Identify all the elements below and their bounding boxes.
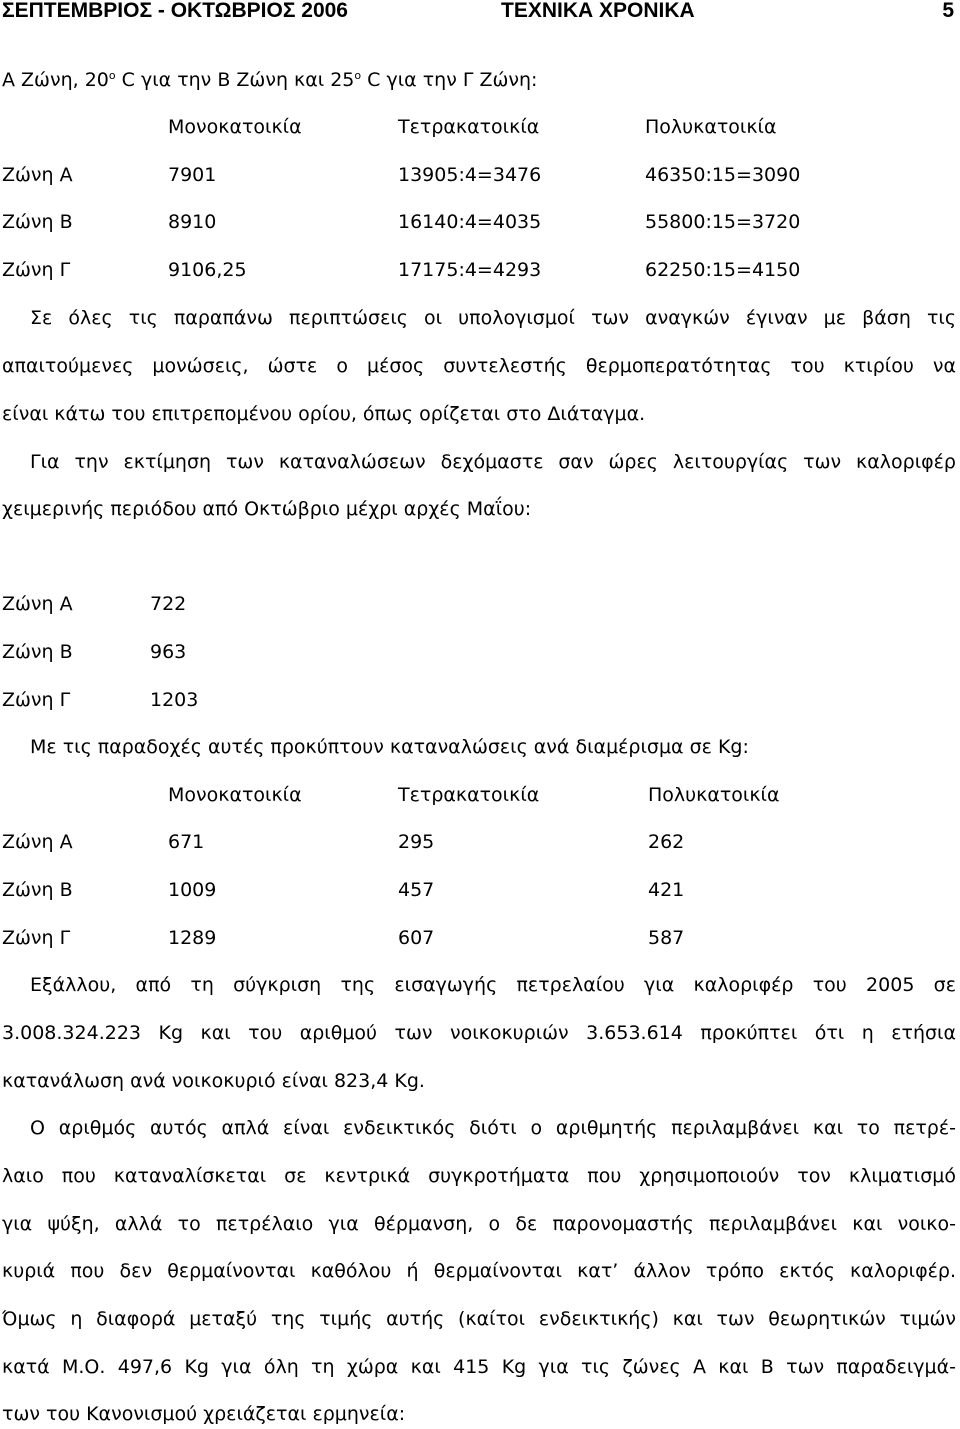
paragraph-line: Σε όλες τις παραπάνω περιπτώσεις οι υπολογισμοί των αναγκών έγιναν με βάση τις — [30, 307, 956, 329]
row-zone-label: Ζώνη Γ — [2, 927, 71, 949]
column-header-apartment-block: Πολυκατοικία — [648, 784, 780, 806]
paragraph-line: 3.008.324.223 Kg και του αριθμού των νοικοκυριών 3.653.614 προκύπτει ότι η ετήσια — [2, 1022, 956, 1044]
table-cell: 7901 — [168, 164, 217, 186]
intro-text-1: Α Ζώνη, 20 — [2, 69, 109, 91]
table-cell: 55800:15=3720 — [645, 211, 801, 233]
consumption-intro: Με τις παραδοχές αυτές προκύπτουν καταναλώσεις ανά διαμέρισμα σε Kg: — [30, 736, 749, 758]
table-cell: 587 — [648, 927, 685, 949]
table-cell: 62250:15=4150 — [645, 259, 801, 281]
table-cell: 1009 — [168, 879, 217, 901]
intro-text-3: C για την Γ Ζώνη: — [361, 69, 538, 91]
column-header-four-apartment: Τετρακατοικία — [398, 116, 540, 138]
intro-text-2: C για την Β Ζώνη και 25 — [115, 69, 355, 91]
column-header-apartment-block: Πολυκατοικία — [645, 116, 777, 138]
paragraph-line: για ψύξη, αλλά το πετρέλαιο για θέρμανση, ο δε παρονομαστής περιλαμβάνει και νοικο- — [2, 1213, 956, 1235]
table-cell: 421 — [648, 879, 685, 901]
column-header-four-apartment: Τετρακατοικία — [398, 784, 540, 806]
paragraph-line: χειμερινής περιόδου από Οκτώβριο μέχρι αρχές Μαΐου: — [2, 498, 532, 520]
table-cell: 671 — [168, 831, 205, 853]
hours-value: 722 — [150, 593, 187, 615]
table-cell: 457 — [398, 879, 435, 901]
paragraph-line: απαιτούμενες μονώσεις, ώστε ο μέσος συντελεστής θερμοπερατότητας του κτιρίου να — [2, 355, 956, 377]
table-cell: 9106,25 — [168, 259, 247, 281]
paragraph-line: κυριά που δεν θερμαίνονται καθόλου ή θερμαίνονται κατ’ άλλον τρόπο εκτός καλοριφέρ. — [2, 1260, 956, 1282]
page-header — [0, 0, 960, 22]
table-cell: 262 — [648, 831, 685, 853]
row-zone-label: Ζώνη Γ — [2, 259, 71, 281]
column-header-detached-house: Μονοκατοικία — [168, 784, 302, 806]
table-cell: 607 — [398, 927, 435, 949]
intro-line — [2, 68, 537, 92]
row-zone-label: Ζώνη Β — [2, 879, 73, 901]
table-cell: 17175:4=4293 — [398, 259, 542, 281]
paragraph-line: κατανάλωση ανά νοικοκυριό είναι 823,4 Kg. — [2, 1070, 425, 1092]
paragraph-line: των του Κανονισμού χρειάζεται ερμηνεία: — [2, 1403, 406, 1425]
table-cell: 295 — [398, 831, 435, 853]
paragraph-line: λαιο που καταναλίσκεται σε κεντρικά συγκροτήματα που χρησιμοποιούν τον κλιματισμό — [2, 1165, 956, 1187]
header-publication-title: ΤΕΧΝΙΚΑ ΧΡΟΝΙΚΑ — [501, 0, 695, 22]
paragraph-line: Ο αριθμός αυτός απλά είναι ενδεικτικός διότι ο αριθμητής περιλαμβάνει και το πετρέ- — [30, 1117, 956, 1139]
zone-label: Ζώνη Β — [2, 641, 73, 663]
zone-label: Ζώνη Α — [2, 593, 73, 615]
header-issue-date: ΣΕΠΤΕΜΒΡΙΟΣ - ΟΚΤΩΒΡΙΟΣ 2006 — [2, 0, 348, 22]
page-number: 5 — [942, 0, 954, 22]
table-cell: 46350:15=3090 — [645, 164, 801, 186]
paragraph-line: Όμως η διαφορά μεταξύ της τιμής αυτής (καίτοι ενδεικτικής) και των θεωρητικών τιμών — [2, 1308, 956, 1330]
hours-value: 963 — [150, 641, 187, 663]
row-zone-label: Ζώνη Α — [2, 831, 73, 853]
table-cell: 1289 — [168, 927, 217, 949]
column-header-detached-house: Μονοκατοικία — [168, 116, 302, 138]
table-cell: 8910 — [168, 211, 217, 233]
table-cell: 13905:4=3476 — [398, 164, 542, 186]
paragraph-line: είναι κάτω του επιτρεπομένου ορίου, όπως ορίζεται στο Διάταγμα. — [2, 403, 646, 425]
paragraph-line: Εξάλλου, από τη σύγκριση της εισαγωγής πετρελαίου για καλοριφέρ του 2005 σε — [30, 974, 956, 996]
paragraph-line: Για την εκτίμηση των καταναλώσεων δεχόμαστε σαν ώρες λειτουργίας των καλοριφέρ — [30, 451, 956, 473]
row-zone-label: Ζώνη Α — [2, 164, 73, 186]
zone-label: Ζώνη Γ — [2, 689, 71, 711]
intro-superscript-1: ο — [108, 69, 116, 82]
paragraph-line: κατά Μ.Ο. 497,6 Kg για όλη τη χώρα και 415 Kg για τις ζώνες Α και Β των παραδειγμά- — [2, 1356, 956, 1378]
table-cell: 16140:4=4035 — [398, 211, 542, 233]
hours-value: 1203 — [150, 689, 199, 711]
intro-superscript-2: ο — [354, 69, 362, 82]
row-zone-label: Ζώνη Β — [2, 211, 73, 233]
